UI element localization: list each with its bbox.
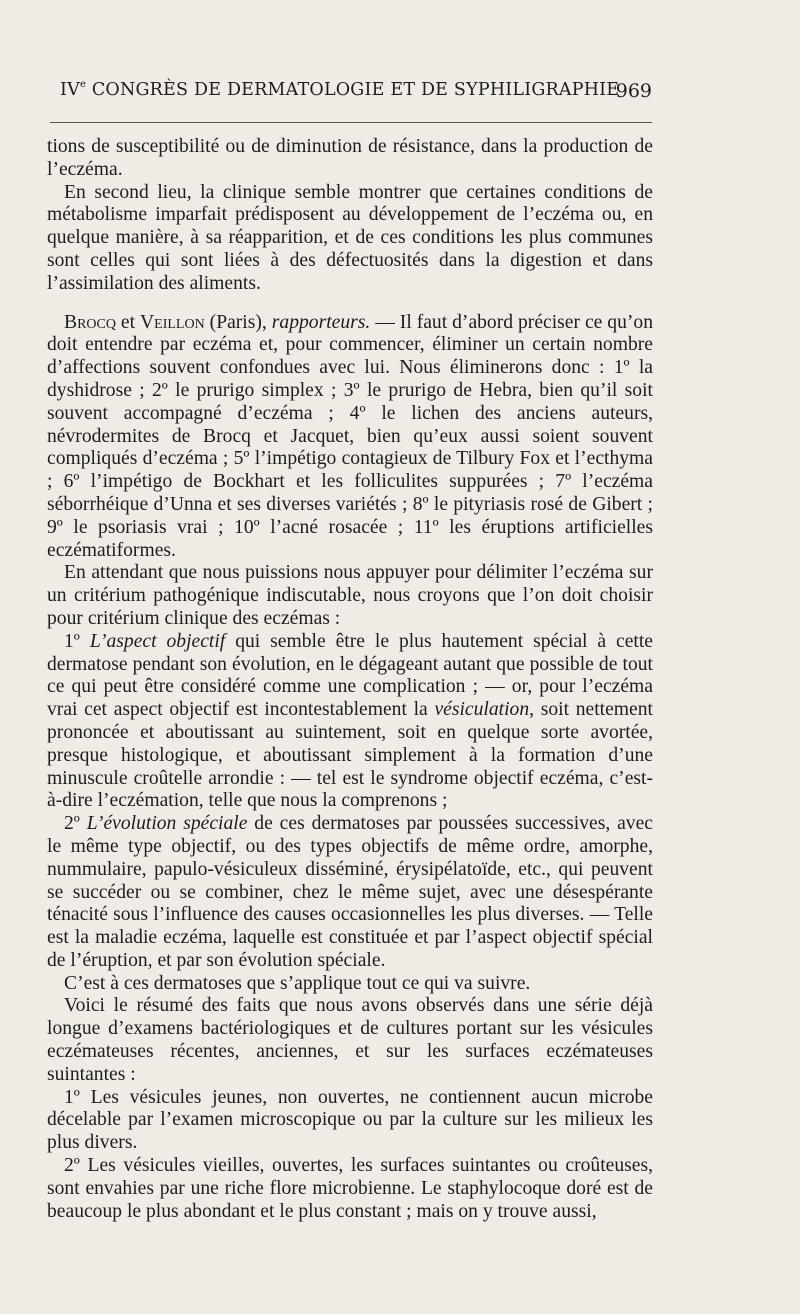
author-veillon: Veillon (140, 311, 205, 333)
paragraph-4: En attendant que nous puissions nous appuyer pour délimiter l’eczéma sur un critérium pathogénique indiscutable, nous croyons que l’on doit choisir pour critérium clinique des eczémas : (47, 562, 653, 629)
paragraph-9: 1º Les vésicules jeunes, non ouvertes, ne contiennent aucun microbe décelable par l’examen microscopique ou par la culture sur les milieux les plus divers. (47, 1086, 653, 1154)
paragraph-1: tions de susceptibilité ou de diminution de résistance, dans la production de l’eczéma. (47, 136, 653, 180)
congress-number-suffix: e (79, 79, 87, 91)
running-title-text: CONGRÈS DE DERMATOLOGIE ET DE SYPHILIGRAPHIE (86, 80, 620, 100)
aspect-objectif-emphasis: L’aspect objectif (89, 630, 226, 652)
author-brocq: Brocq (64, 311, 116, 333)
paragraph-7: C’est à ces dermatoses que s’applique tout ce qui va suivre. (64, 972, 531, 994)
paragraph-3 (47, 312, 653, 563)
paragraph-8: Voici le résumé des faits que nous avons observés dans une série déjà longue d’examens bactériologiques et de cultures portant sur les vésicules eczémateuses récentes, anciennes, et sur les surfaces eczémateuses suintantes : (47, 995, 653, 1085)
paragraph-6 (47, 813, 653, 973)
header-rule (50, 122, 652, 123)
author-role: rapporteurs. (271, 311, 371, 333)
paragraph-10: 2º Les vésicules vieilles, ouvertes, les surfaces suintantes ou croûteuses, sont envahies par une riche flore microbienne. Le staphylocoque doré est de beaucoup le plus abondant et le plus constant ; mais on y trouve aussi, (47, 1155, 653, 1222)
running-header (60, 80, 652, 110)
vesiculation-emphasis: vésiculation (434, 699, 530, 721)
congress-number: IV (60, 80, 80, 100)
paragraph-5-middle: qui semble être le plus hautement spécial à cette dermatose pendant son évolution, en le dégageant autant que possible de tout ce qui peut être considéré comme une complication ; — or, pour l’eczéma vrai cet aspect objectif est incontestablement la (47, 630, 653, 721)
item-2-number: 2º (64, 813, 87, 835)
page-number: 969 (615, 80, 652, 102)
paragraph-6-text: de ces dermatoses par poussées successives, avec le même type objectif, ou des types objectifs de même ordre, amorphe, nummulaire, papulo-vésiculeux disséminé, érysipélatoïde, etc., qui peuvent se succéder ou se combiner, chez le même sujet, avec une désespérante ténacité sous l’influence des causes occasionnelles les plus diverses. — Telle est la maladie eczéma, laquelle est constituée et par l’aspect objectif spécial de l’éruption, et par son évolution spéciale. (47, 813, 653, 971)
running-title (60, 80, 619, 100)
item-1-number: 1º (64, 630, 90, 652)
evolution-speciale-emphasis: L’évolution spéciale (86, 813, 248, 835)
paragraph-3-text: — Il faut d’abord préciser ce qu’on doit entendre par eczéma et, pour commencer, éliminer un certain nombre d’affections souvent confondues avec lui. Nous éliminerons donc : 1º la dyshidrose ; 2º le prurigo simplex ; 3º le prurigo de Hebra, bien qu’il soit souvent accompagné d’eczéma ; 4º le lichen des anciens auteurs, névrodermites de Brocq et Jacquet, bien qu’eux aussi soient souvent compliqués d’eczéma ; 5º l’impétigo contagieux de Tilbury Fox et l’ecthyma ; 6º l’impétigo de Bockhart et les folliculites suppurées ; 7º l’eczéma séborrhéique d’Unna et ses diverses variétés ; 8º le pityriasis rosé de Gibert ; 9º le psoriasis vrai ; 10º l’acné rosacée ; 11º les éruptions artificielles eczématiformes. (47, 311, 654, 561)
paragraph-2: En second lieu, la clinique semble montrer que certaines conditions de métabolisme imparfait prédisposent au développement de l’eczéma ou, en quelque manière, à sa réapparition, et de ces conditions les plus communes sont celles qui sont liées à des défectuosités dans la digestion et dans l’assimilation des aliments. (47, 181, 653, 294)
author-conjunction: et (115, 311, 141, 333)
paragraph-5 (47, 631, 653, 813)
author-place: (Paris), (204, 311, 272, 333)
paragraph-5-end: , soit nettement prononcée et aboutissant au suintement, soit en quelque sorte avortée, presque histologique, et aboutissant simplement à la formation d’une minuscule croûtelle arrondie : — tel est le syndrome objectif eczéma, c’est-à-dire l’eczémation, telle que nous la comprenons ; (47, 699, 653, 812)
body-text (47, 136, 653, 1223)
